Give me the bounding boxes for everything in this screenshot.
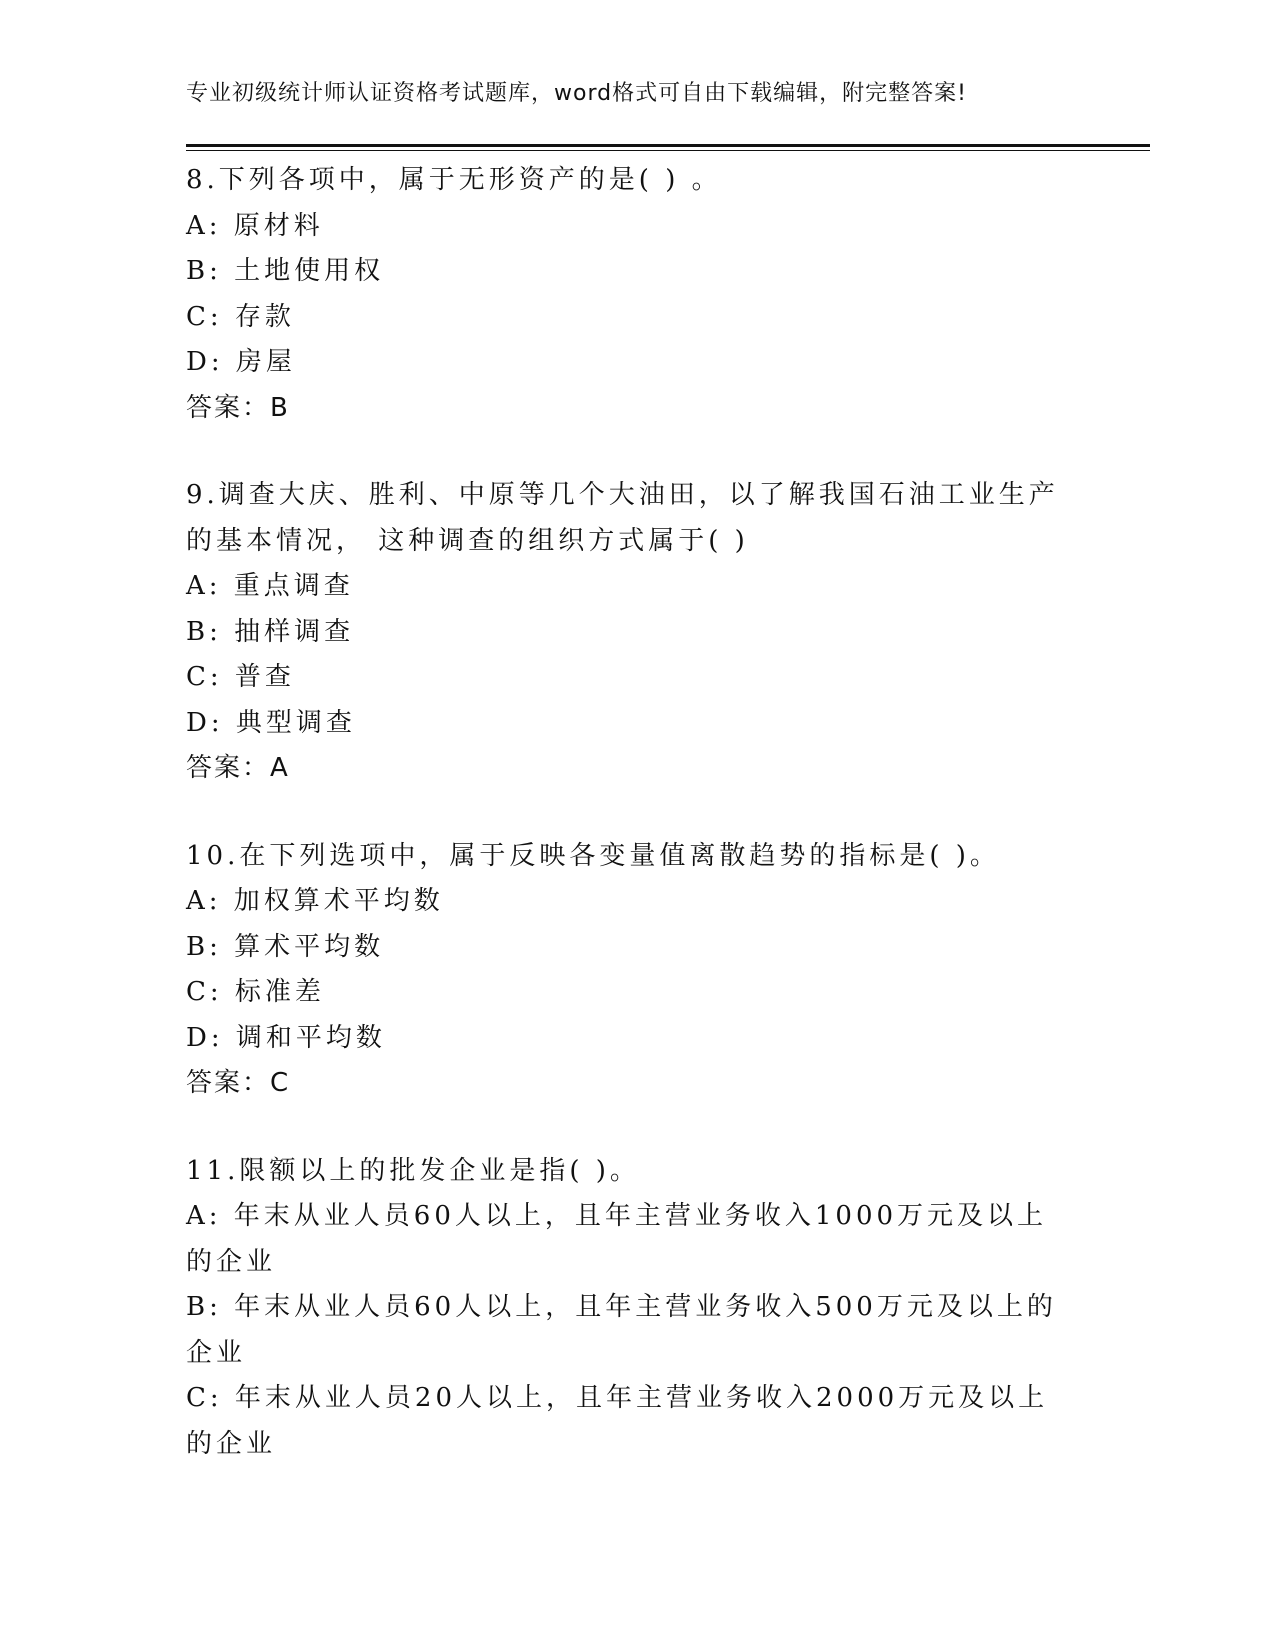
question-stem: 11.限额以上的批发企业是指( )。 bbox=[186, 1155, 640, 1186]
option-b: B: 算术平均数 bbox=[186, 931, 385, 962]
question-stem: 8.下列各项中，属于无形资产的是( ) 。 bbox=[186, 165, 722, 195]
header-rule-thin bbox=[186, 150, 1150, 151]
option-a: A: 加权算术平均数 bbox=[186, 886, 444, 916]
option-c: C: 标准差 bbox=[186, 977, 325, 1007]
option-a: A: 原材料 bbox=[186, 210, 324, 241]
option-b: B: 抽样调查 bbox=[186, 616, 355, 647]
question-stem: 10.在下列选项中，属于反映各变量值离散趋势的指标是( )。 bbox=[186, 840, 1000, 871]
question-stem: 9.调查大庆、胜利、中原等几个大油田，以了解我国石油工业生产的基本情况， 这种调查的组织方式属于( ) bbox=[186, 480, 1059, 556]
question-list bbox=[186, 158, 1076, 1509]
question-8 bbox=[186, 158, 1076, 431]
page-header: 专业初级统计师认证资格考试题库，word格式可自由下载编辑，附完整答案! bbox=[186, 81, 967, 106]
header-rule-thick bbox=[186, 144, 1150, 147]
question-9 bbox=[186, 473, 1076, 792]
option-d: D: 房屋 bbox=[186, 347, 296, 377]
option-a: A: 重点调查 bbox=[186, 571, 354, 601]
answer-line: 答案：C bbox=[186, 1068, 291, 1098]
option-d: D: 调和平均数 bbox=[186, 1022, 386, 1053]
option-c: C: 年末从业人员20人以上，且年主营业务收入2000万元及以上的企业 bbox=[186, 1383, 1049, 1459]
option-b: B: 年末从业人员60人以上，且年主营业务收入500万元及以上的企业 bbox=[186, 1292, 1057, 1368]
answer-line: 答案：A bbox=[186, 753, 290, 783]
option-c: C: 存款 bbox=[186, 301, 295, 332]
option-a: A: 年末从业人员60人以上，且年主营业务收入1000万元及以上的企业 bbox=[186, 1201, 1048, 1277]
question-11 bbox=[186, 1149, 1076, 1468]
option-c: C: 普查 bbox=[186, 662, 295, 692]
option-b: B: 土地使用权 bbox=[186, 256, 385, 286]
option-d: D: 典型调查 bbox=[186, 707, 356, 738]
answer-line: 答案：B bbox=[186, 392, 290, 423]
question-10 bbox=[186, 834, 1076, 1107]
